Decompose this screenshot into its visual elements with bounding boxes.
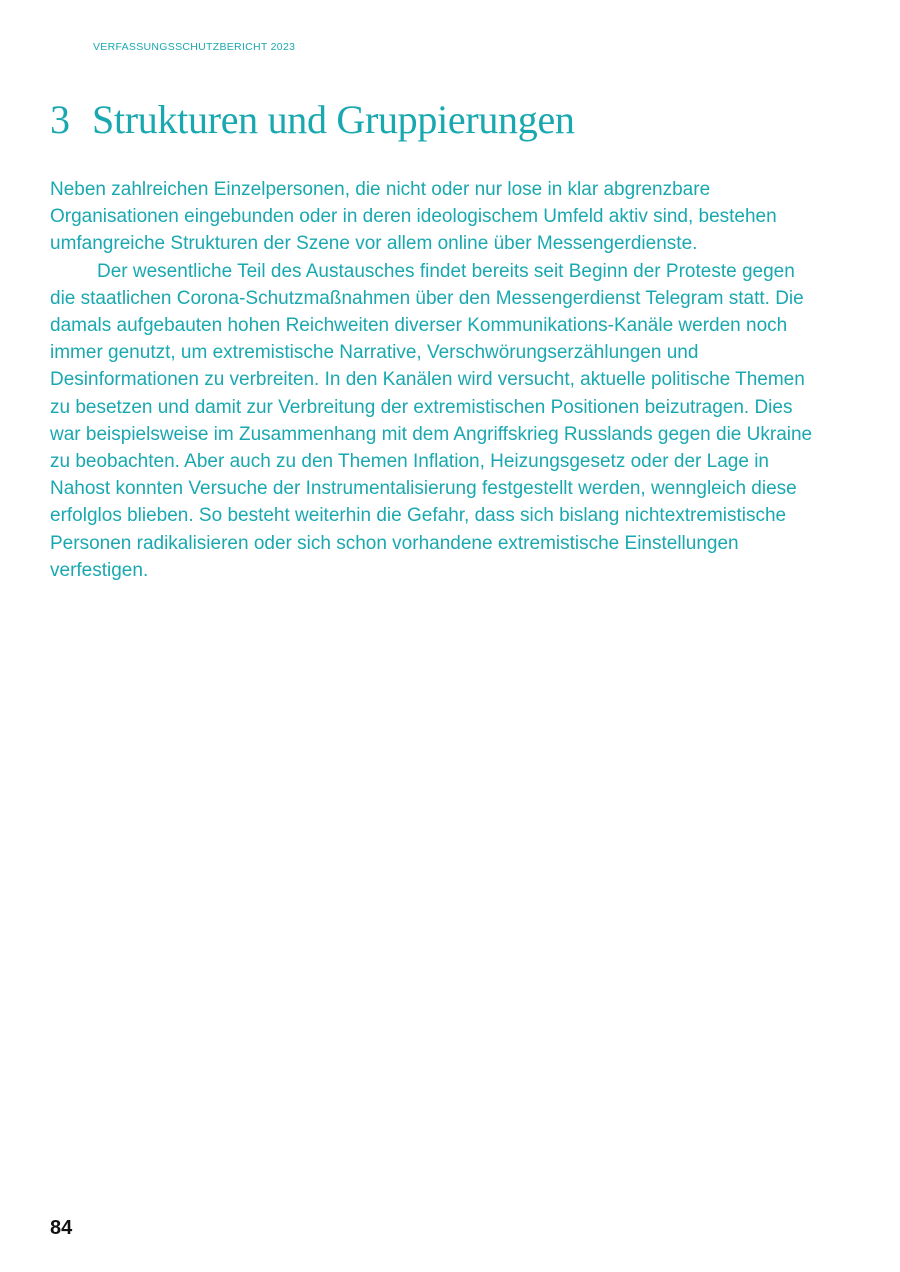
chapter-title: Strukturen und Gruppierungen (92, 97, 575, 142)
chapter-heading (50, 96, 575, 144)
running-header: VERFASSUNGSSCHUTZBERICHT 2023 (93, 41, 296, 53)
paragraph-intro: Neben zahlreichen Einzelpersonen, die nicht oder nur lose in klar abgrenzbare Organisationen eingebunden oder in deren ideologischem Umfeld aktiv sind, bestehen umfangreiche Strukturen der Szene vor allem online über Messengerdienste. (50, 179, 777, 255)
page-number: 84 (50, 1217, 73, 1239)
chapter-number: 3 (50, 97, 70, 142)
body-text (50, 176, 820, 584)
paragraph-telegram: Der wesentliche Teil des Austausches findet bereits seit Beginn der Proteste gegen die staatlichen Corona-Schutzmaßnahmen über den Messengerdienst Telegram statt. Die damals aufgebauten hohen Reichweiten diverser Kommunikations-Kanäle werden noch immer genutzt, um extremistische Narrative, Verschwörungserzählungen und Desinformationen zu verbreiten. In den Kanälen wird versucht, aktuelle politische Themen zu besetzen und damit zur Verbreitung der extremistischen Positionen beizutragen. Dies war beispielsweise im Zusammenhang mit dem Angriffskrieg Russlands gegen die Ukraine zu beobachten. Aber auch zu den Themen Inflation, Heizungsgesetz oder der Lage in Nahost konnten Versuche der Instrumentalisierung festgestellt werden, wenngleich diese erfolglos blieben. So besteht weiterhin die Gefahr, dass sich bislang nichtextremistische Personen radikalisieren oder sich schon vorhandene extremistische Einstellungen verfestigen. (50, 260, 813, 581)
